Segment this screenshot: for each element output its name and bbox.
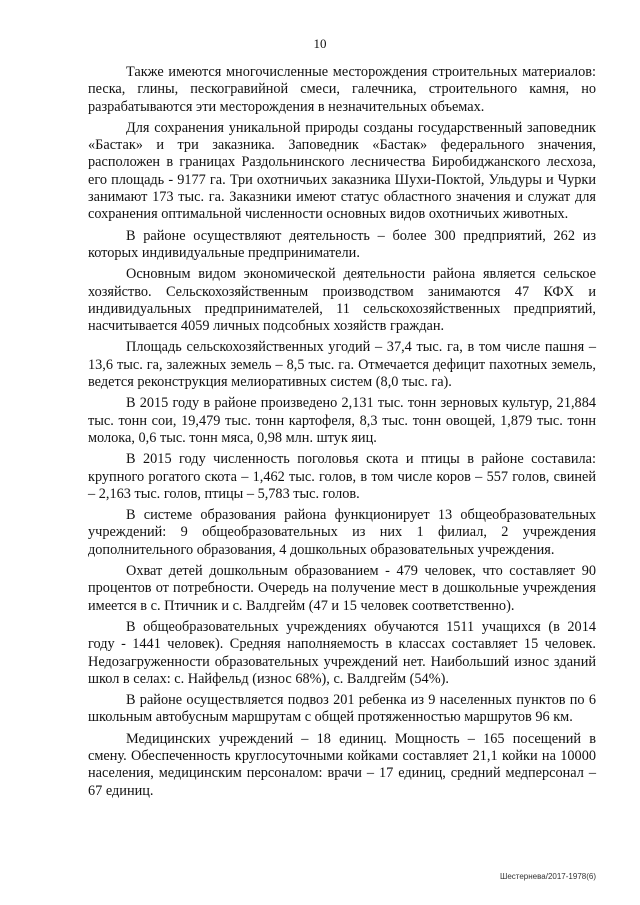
paragraph-livestock-2015: В 2015 году численность поголовья скота и птицы в районе составила: крупного рогатого скота – 1,462 тыс. голов, в том числе коров – 557 голов, свиней – 2,163 тыс. голов, птицы – 5,783 тыс. голов. [88, 451, 596, 502]
paragraph-agricultural-land: Площадь сельскохозяйственных угодий – 37,4 тыс. га, в том числе пашня – 13,6 тыс. га, залежных земель – 8,5 тыс. га. Отмечается дефицит пахотных земель, ведется реконструкция мелиоративных систем (8,0 тыс. га). [88, 339, 596, 391]
footer-document-code: Шестернева/2017-1978(6) [500, 872, 596, 881]
paragraph-schools: В общеобразовательных учреждениях обучаются 1511 учащихся (в 2014 году - 1441 человек). Средняя наполняемость в классах составляет 15 человек. Недозагруженности образовательных учреждений нет. Наибольший износ зданий школ в селах: с. Найфельд (износ 68%), с. Валдгейм (54%). [88, 618, 596, 687]
paragraph-preschool: Охват детей дошкольным образованием - 479 человек, что составляет 90 процентов от потребности. Очередь на получение мест в дошкольные учреждения имеется в с. Птичник и с. Валдгейм (47 и 15 человек соответственно). [88, 563, 596, 614]
paragraph-education-system: В системе образования района функционирует 13 общеобразовательных учреждений: 9 общеобразовательных из них 1 филиал, 2 учреждения дополнительного образования, 4 дошкольных образовательных учреждения. [88, 507, 596, 558]
paragraph-production-2015: В 2015 году в районе произведено 2,131 тыс. тонн зерновых культур, 21,884 тыс. тонн сои, 19,479 тыс. тонн картофеля, 8,3 тыс. тонн овощей, 1,879 тыс. тонн молока, 0,6 тыс. тонн мяса, 0,98 млн. штук яиц. [88, 395, 596, 446]
paragraph-enterprises: В районе осуществляют деятельность – более 300 предприятий, 262 из которых индивидуальные предприниматели. [88, 227, 596, 261]
paragraph-school-transport: В районе осуществляется подвоз 201 ребенка из 9 населенных пунктов по 6 школьным автобусным маршрутам с общей протяженностью маршрутов 96 км. [88, 692, 596, 726]
paragraph-agriculture: Основным видом экономической деятельности района является сельское хозяйство. Сельскохозяйственным производством занимаются 47 КФХ и индивидуальных предпринимателей, 11 сельскохозяйственных предприятий, насчитывается 4059 личных подсобных хозяйств граждан. [88, 266, 596, 335]
document-body [88, 64, 596, 804]
page-number: 10 [313, 36, 327, 51]
paragraph-nature-reserves: Для сохранения уникальной природы созданы государственный заповедник «Бастак» и три заказника. Заповедник «Бастак» федерального значения, расположен в границах Раздольнинского лесничества Биробиджанского лесхоза, его площадь - 9177 га. Три охотничьих заказника Шухи-Поктой, Ульдуры и Чурки занимают 173 тыс. га. Заказники имеют статус областного значения и служат для сохранения оптимальной численности основных видов охотничьих животных. [88, 119, 596, 223]
paragraph-building-materials: Также имеются многочисленные месторождения строительных материалов: песка, глины, пескогравийной смеси, галечника, строительного камня, но разрабатываются эти месторождения в незначительных объемах. [88, 64, 596, 115]
paragraph-medical: Медицинских учреждений – 18 единиц. Мощность – 165 посещений в смену. Обеспеченность круглосуточными койками составляет 21,1 койки на 10000 населения, медицинским персоналом: врачи – 17 единиц, средний медперсонал – 67 единиц. [88, 730, 596, 799]
